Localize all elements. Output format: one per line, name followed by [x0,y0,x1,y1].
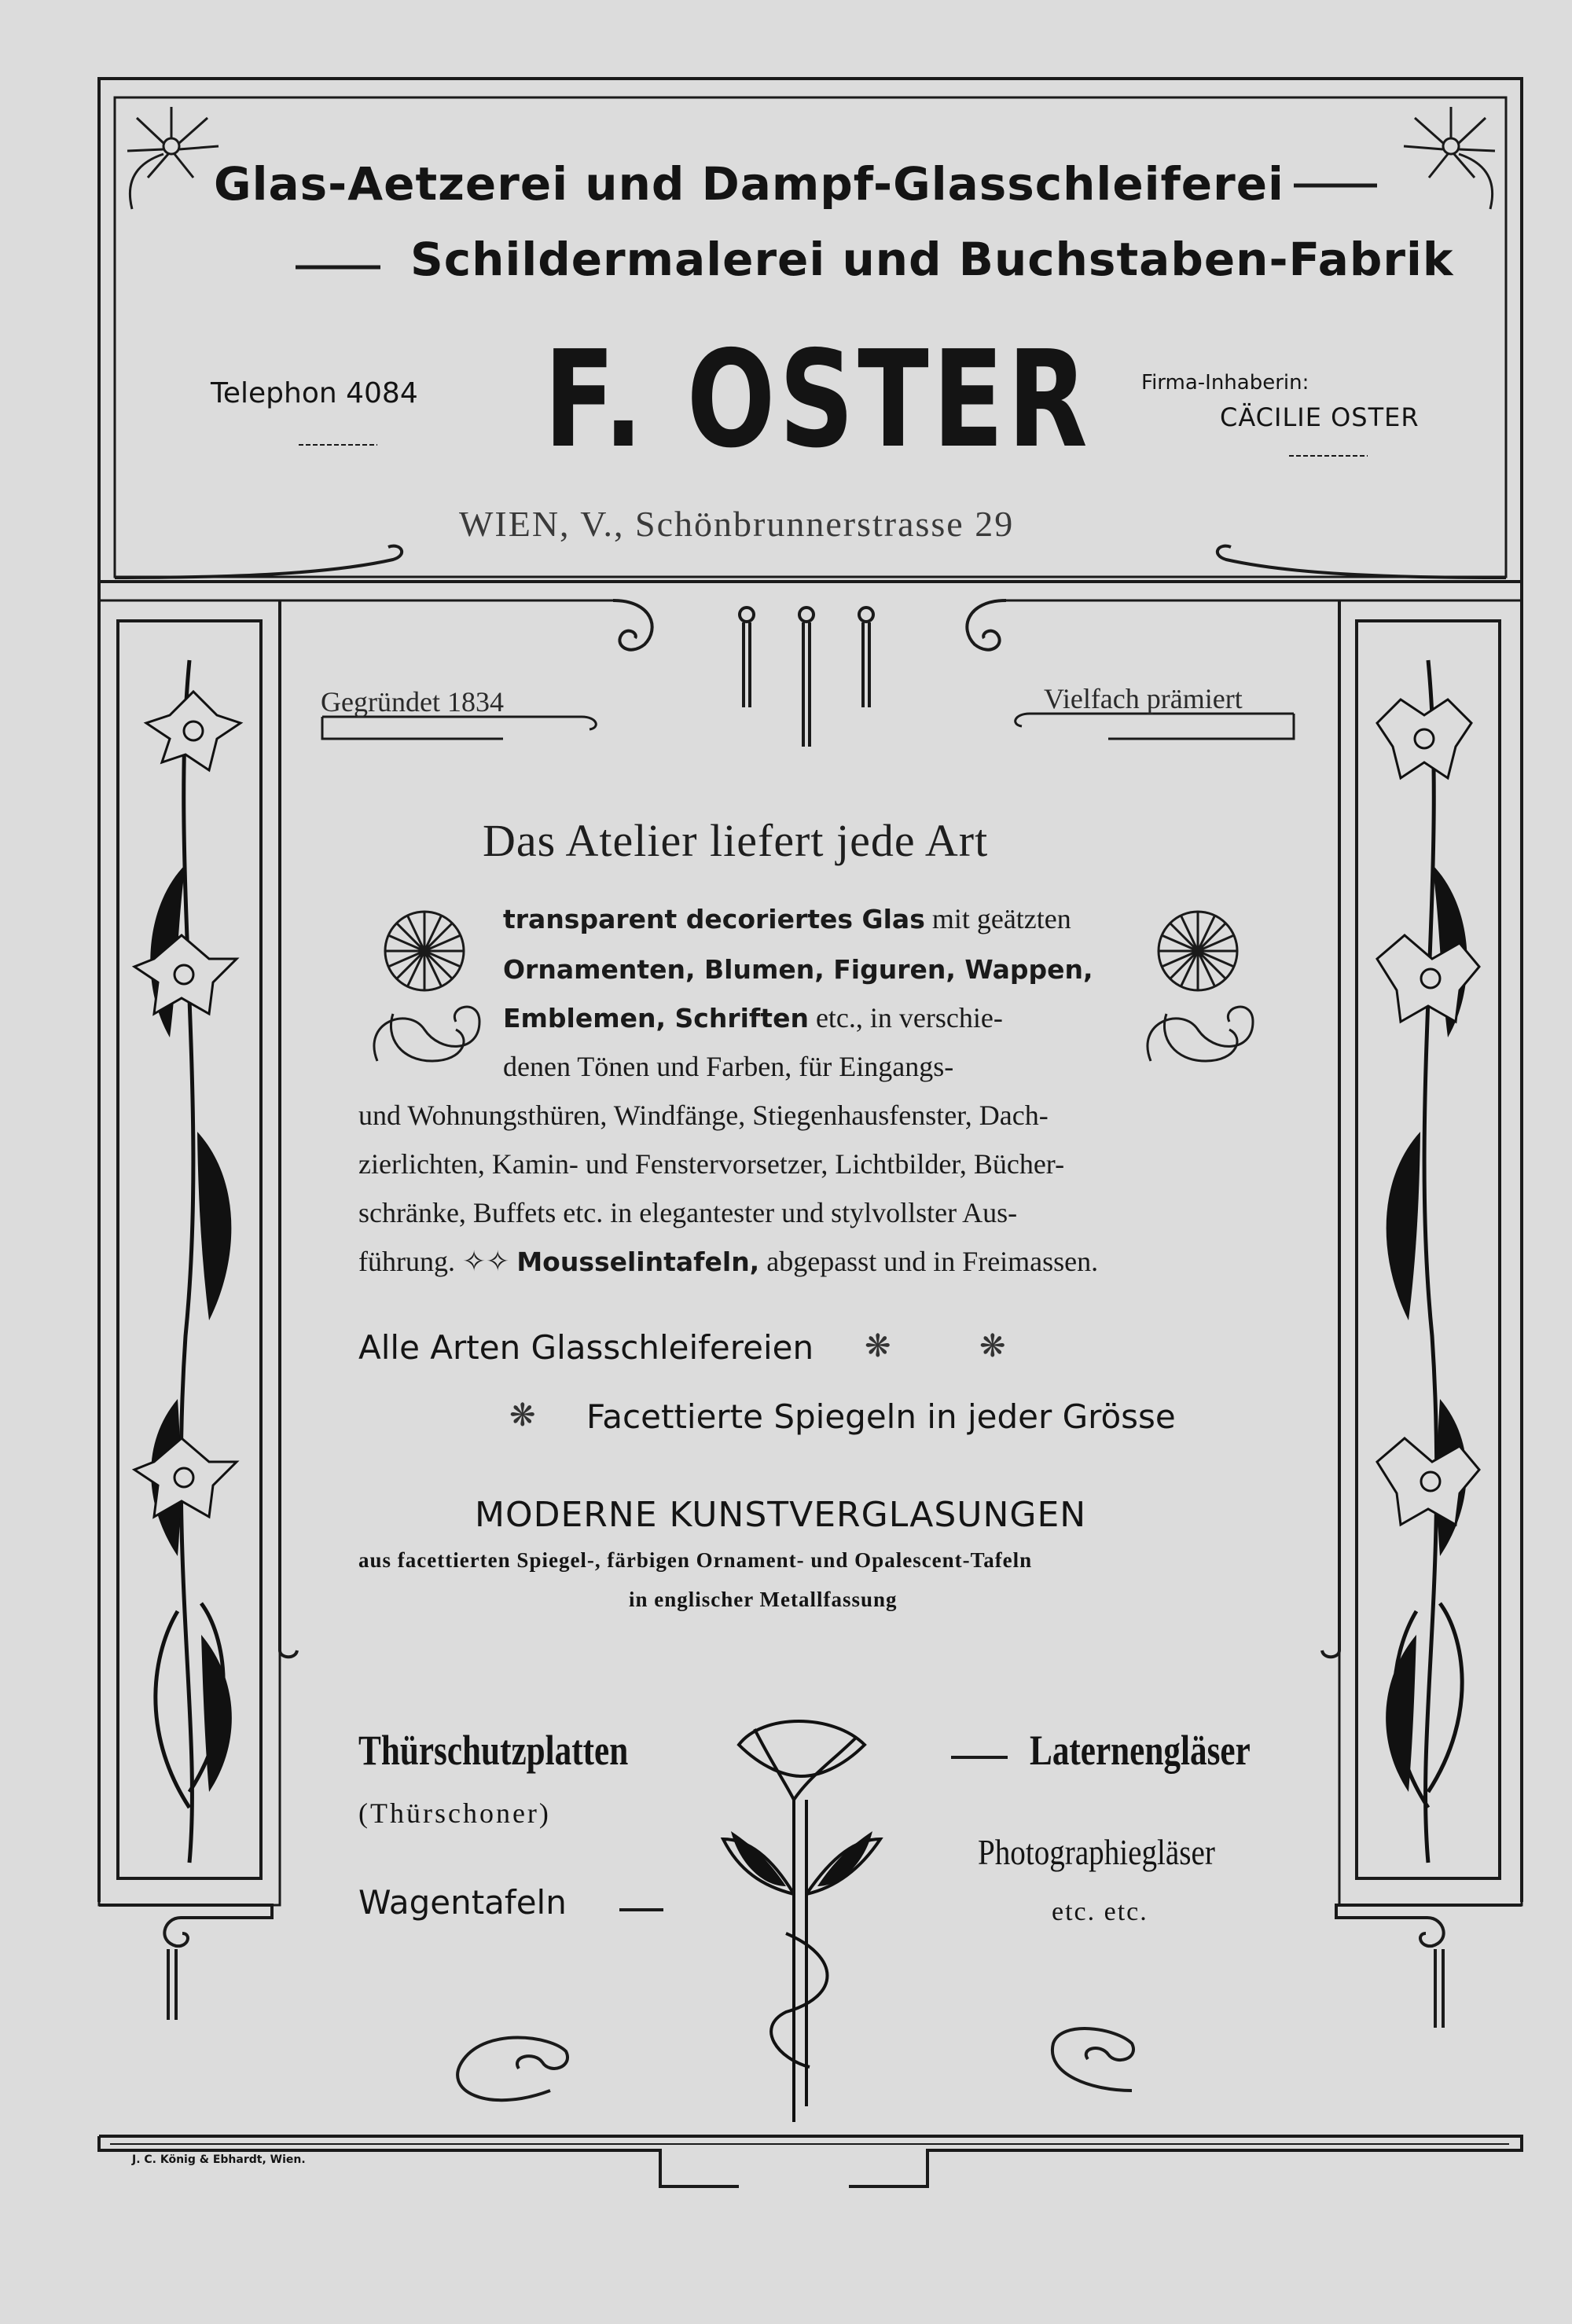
atelier-line-text: und Wohnungsthüren, Windfänge, Stiegenhausfenster, Dach- [358,1100,1049,1131]
atelier-line-bold: transparent decoriertes Glas [503,904,925,934]
central-lily-ornament-icon [707,1698,896,2138]
service-grinding: Alle Arten Glasschleifereien [358,1328,814,1367]
atelier-intro: Das Atelier liefert jede Art [483,815,989,866]
asterisk-ornament-icon: ❋ [979,1328,1006,1364]
atelier-line-bold: Mousselintafeln, [516,1246,760,1277]
atelier-line-text: etc., in verschie- [808,1002,1003,1034]
atelier-line [358,1196,1017,1229]
product-door-plates: Thürschutzplatten [358,1727,629,1774]
atelier-line [358,1099,1049,1132]
atelier-line-text: führung. ✧✧ [358,1246,517,1277]
atelier-line-text: schränke, Buffets etc. in elegantester und stylvollster Aus- [358,1197,1018,1228]
owner-name: CÄCILIE OSTER [1220,402,1420,432]
founded-badge: Gegründet 1834 [321,686,504,718]
atelier-line-text: abgepasst und in Freimassen. [759,1246,1099,1277]
modern-glazing-subtitle: in englischer Metallfassung [629,1588,898,1611]
atelier-line [503,902,1071,935]
atelier-line [358,1147,1064,1180]
awarded-badge: Vielfach prämiert [1044,683,1243,714]
header-line-2: Schildermalerei und Buchstaben-Fabrik [410,233,1454,286]
atelier-line [358,1245,1098,1278]
atelier-line [503,953,1093,986]
atelier-line-text: mit geätzten [924,903,1071,934]
corner-flower-icon [1388,99,1506,217]
product-lantern-glass: Laternengläser [1030,1727,1251,1774]
right-initial-ornament-icon [1135,904,1261,1077]
right-narcissus-panel [1361,629,1495,1871]
product-door-plates-note: (Thürschoner) [358,1797,551,1829]
atelier-line-text: denen Tönen und Farben, für Eingangs- [503,1051,954,1082]
modern-glazing-subtitle: aus facettierten Spiegel-, färbigen Ornament- und Opalescent-Tafeln [358,1548,1033,1572]
atelier-line-text: zierlichten, Kamin- und Fenstervorsetzer, Lichtbilder, Bücher- [358,1148,1065,1180]
owner-label: Firma-Inhaberin: [1141,371,1309,395]
company-address: WIEN, V., Schönbrunnerstrasse 29 [459,504,1015,544]
asterisk-ornament-icon: ❋ [865,1328,891,1364]
header-line-1: Glas-Aetzerei und Dampf-Glasschleiferei [214,157,1284,211]
printer-imprint: J. C. König & Ebhardt, Wien. [132,2153,306,2166]
asterisk-ornament-icon: ❋ [509,1397,536,1434]
service-mirrors: Facettierte Spiegeln in jeder Grösse [586,1397,1176,1436]
product-wagon-plates: Wagentafeln [358,1883,567,1922]
product-etc: etc. etc. [1052,1897,1148,1926]
atelier-line [503,1001,1003,1034]
company-name: F. OSTER [544,322,1092,478]
left-narcissus-panel [123,629,256,1871]
atelier-line-bold: Emblemen, Schriften [503,1003,809,1034]
atelier-line-bold: Ornamenten, Blumen, Figuren, Wappen, [503,954,1093,985]
telephone-number: Telephon 4084 [211,377,418,409]
left-initial-ornament-icon [362,904,487,1077]
product-photo-glass: Photographiegläser [978,1832,1215,1872]
modern-glazing-title: MODERNE KUNSTVERGLASUNGEN [475,1495,1087,1535]
atelier-line [503,1050,953,1083]
